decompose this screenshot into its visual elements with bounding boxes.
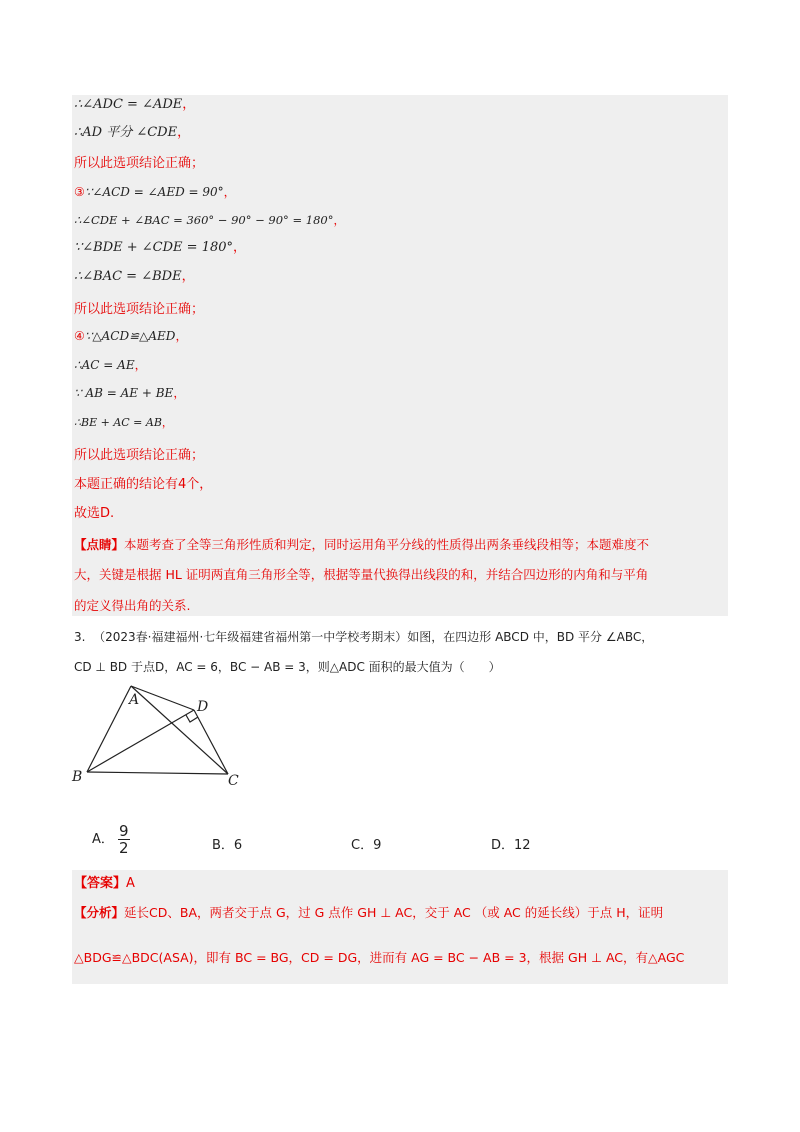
choice-b[interactable]: B．6	[212, 838, 243, 853]
segment-BC	[87, 772, 228, 774]
solution-conclusion: 所以此选项结论正确；	[74, 448, 205, 463]
solution-conclusion: 所以此选项结论正确；	[74, 156, 205, 171]
right-angle-mark	[186, 715, 198, 722]
solution-line: ∵∠BDE + ∠CDE = 180°，	[74, 240, 247, 255]
fraction: $\frac{9}{2}$	[119, 822, 129, 857]
solution-line: ④∵△ACD≌△AED，	[74, 329, 188, 343]
answer-label: 【答案】	[74, 876, 127, 891]
segment-AD	[131, 686, 194, 710]
quadrilateral-figure	[68, 680, 268, 790]
solution-conclusion: 本题正确的结论有4个，	[74, 477, 213, 492]
analysis-line-2: △BDG≌△BDC(ASA)，即有 BC = BG，CD = DG，进而有 AG = BC − AB = 3，根据 GH ⊥ AC，有△AGC	[74, 950, 685, 965]
choice-c[interactable]: C．9	[351, 838, 382, 853]
label-B: B	[72, 769, 83, 785]
note-line: 【点睛】本题考查了全等三角形性质和判定，同时运用角平分线的性质得出两条垂线段相等；本题难度不	[74, 537, 650, 552]
choice-a[interactable]: A． $\frac{9}{2}$	[92, 822, 129, 857]
solution-line: ③∵∠ACD = ∠AED = 90°，	[74, 185, 236, 199]
solution-final-choice: 故选D.	[74, 506, 115, 521]
solution-line: ∴AC = AE，	[74, 358, 147, 372]
solution-line: ∴∠BAC = ∠BDE，	[74, 269, 195, 284]
question-source: （2023春·福建福州·七年级福建省福州第一中学校考期末）	[93, 630, 408, 644]
question-3-line-2: CD ⊥ BD 于点D，AC = 6，BC − AB = 3，则△ADC 面积的最大值为（ ）	[74, 660, 501, 674]
solution-conclusion: 所以此选项结论正确；	[74, 302, 205, 317]
answer-line	[74, 875, 135, 893]
note-line: 大，关键是根据 HL 证明两直角三角形全等，根据等量代换得出线段的和，并结合四边形的内角和与平角	[74, 567, 649, 582]
solution-line: ∵ AB = AE + BE，	[74, 386, 186, 400]
solution-line: ∴BE + AC = AB，	[74, 416, 173, 429]
question-3-line-1: 3. （2023春·福建福州·七年级福建省福州第一中学校考期末）如图，在四边形 ABCD 中，BD 平分 ∠ABC，	[74, 630, 654, 644]
label-C: C	[228, 773, 239, 789]
label-D: D	[197, 699, 209, 715]
solution-line: ∴∠ADC = ∠ADE，	[74, 97, 196, 112]
choice-d[interactable]: D．12	[491, 838, 531, 853]
note-line: 的定义得出角的关系.	[74, 598, 191, 613]
segment-CD	[194, 710, 228, 774]
analysis-label: 【分析】	[74, 905, 125, 920]
solution-line: ∴AD 平分 ∠CDE，	[74, 125, 191, 140]
question-number: 3.	[74, 630, 86, 644]
answer-value: A	[126, 876, 135, 891]
label-A: A	[129, 692, 140, 708]
analysis-line-1: 【分析】延长CD、BA，两者交于点 G，过 G 点作 GH ⊥ AC，交于 AC （或 AC 的延长线）于点 H，证明	[74, 905, 664, 920]
segment-AC	[131, 686, 228, 774]
note-label: 【点睛】	[74, 537, 125, 552]
solution-line: ∴∠CDE + ∠BAC = 360° − 90° − 90° = 180°，	[74, 213, 345, 227]
